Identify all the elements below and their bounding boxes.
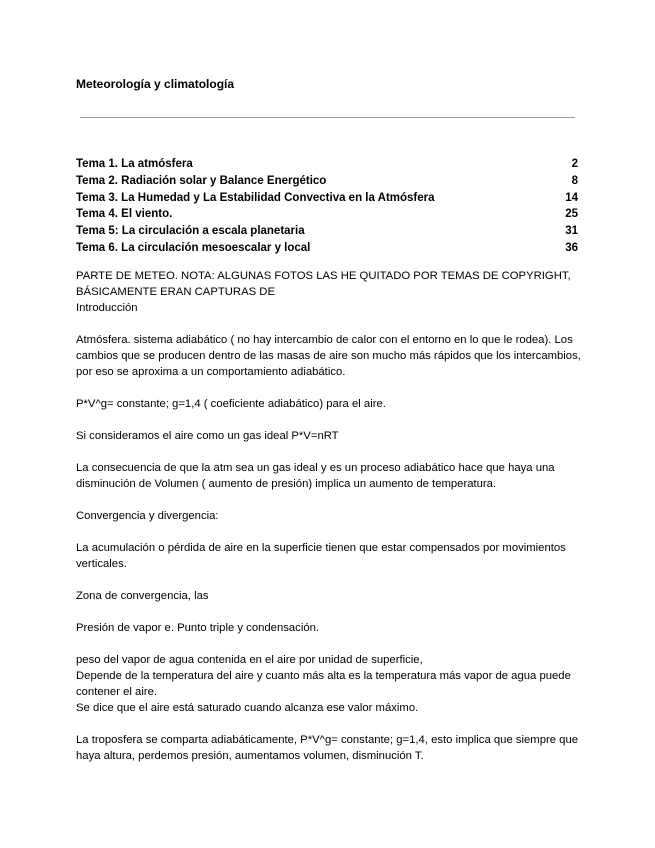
paragraph: Se dice que el aire está saturado cuando alcanza ese valor máximo.	[76, 702, 419, 714]
toc-entry-page: 14	[565, 191, 578, 204]
table-of-contents	[76, 156, 578, 257]
toc-entry[interactable]	[76, 206, 578, 223]
paragraph: La troposfera se comparta adiabáticamente, P*V^g= constante; g=1,4, esto implica que siempre que haya altura, perdemos presión, aumentamos volumen, disminución T.	[76, 734, 579, 762]
section-heading: Introducción	[76, 302, 138, 314]
paragraph: PARTE DE METEO. NOTA: ALGUNAS FOTOS LAS HE QUITADO POR TEMAS DE COPYRIGHT, BÁSICAMENTE ERAN CAPTURAS DE	[76, 270, 571, 298]
paragraph: P*V^g= constante; g=1,4 ( coeficiente adiabático) para el aire.	[76, 398, 386, 410]
toc-entry-label: Tema 4. El viento.	[76, 208, 173, 221]
paragraph: La acumulación o pérdida de aire en la superficie tienen que estar compensados por movimientos verticales.	[76, 542, 566, 570]
toc-entry[interactable]	[76, 173, 578, 190]
toc-entry-label: Tema 2. Radiación solar y Balance Energético	[76, 174, 327, 187]
paragraph: Convergencia y divergencia:	[76, 510, 219, 522]
toc-entry-label: Tema 5: La circulación a escala planetaria	[76, 225, 305, 238]
toc-entry[interactable]	[76, 190, 578, 207]
toc-entry-label: Tema 6. La circulación mesoescalar y local	[76, 241, 311, 254]
document-body	[76, 268, 581, 780]
paragraph: Presión de vapor e. Punto triple y condensación.	[76, 622, 320, 634]
toc-entry[interactable]	[76, 156, 578, 173]
horizontal-rule	[80, 117, 575, 118]
toc-entry-label: Tema 1. La atmósfera	[76, 158, 193, 170]
paragraph: Si consideramos el aire como un gas ideal P*V=nRT	[76, 430, 339, 442]
toc-entry-page: 8	[571, 174, 578, 187]
paragraph: peso del vapor de agua contenida en el aire por unidad de superficie,	[76, 654, 423, 666]
toc-entry-page: 25	[565, 208, 578, 221]
paragraph: Atmósfera. sistema adiabático ( no hay intercambio de calor con el entorno en lo que le rodea). Los cambios que se producen dentro de las masas de aire son mucho más rápidos que los intercambios, por eso se aproxima a un comportamiento adiabático.	[76, 334, 581, 378]
toc-entry-page: 2	[571, 158, 578, 170]
paragraph: Zona de convergencia, las	[76, 590, 209, 602]
toc-entry-label: Tema 3. La Humedad y La Estabilidad Convectiva en la Atmósfera	[76, 191, 435, 204]
toc-entry-page: 31	[565, 225, 578, 238]
paragraph: Depende de la temperatura del aire y cuanto más alta es la temperatura más vapor de agua puede contener el aire.	[76, 670, 571, 698]
document-title: Meteorología y climatología	[76, 77, 235, 91]
toc-entry-page: 36	[565, 241, 578, 254]
toc-entry[interactable]	[76, 223, 578, 240]
toc-entry[interactable]	[76, 240, 578, 257]
paragraph: La consecuencia de que la atm sea un gas ideal y es un proceso adiabático hace que haya una disminución de Volumen ( aumento de presión) implica un aumento de temperatura.	[76, 462, 555, 490]
